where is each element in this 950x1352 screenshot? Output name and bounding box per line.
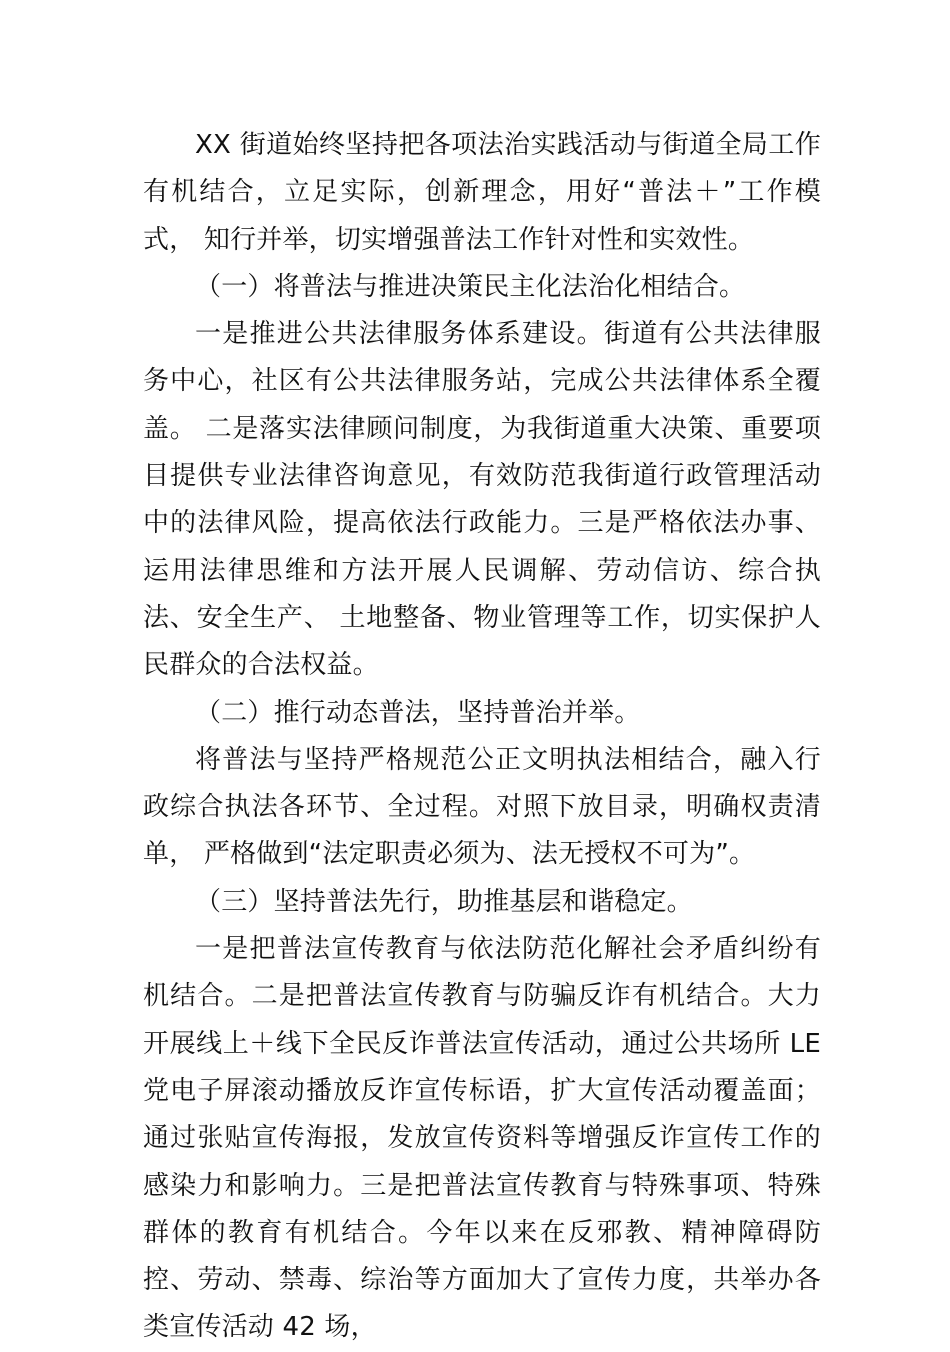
intro-paragraph: XX 街道始终坚持把各项法治实践活动与街道全局工作有机结合，立足实际，创新理念，用好“普法＋”工作模式， 知行并举，切实增强普法工作针对性和实效性。 [143,130,821,255]
document-page [143,122,821,1352]
section-heading-1: （一）将普法与推进决策民主化法治化相结合。 [195,271,746,302]
section-heading-2: （二）推行动态普法，坚持普治并举。 [195,697,641,728]
section-2-paragraph: 将普法与坚持严格规范公正文明执法相结合，融入行政综合执法各环节、全过程。对照下放目录，明确权责清单， 严格做到“法定职责必须为、法无授权不可为”。 [143,744,821,870]
section-3-paragraph: 一是把普法宣传教育与依法防范化解社会矛盾纠纷有机结合。二是把普法宣传教育与防骗反诈有机结合。大力开展线上＋线下全民反诈普法宣传活动，通过公共场所 LE 党电子屏滚动播放反诈宣传标语，扩大宣传活动覆盖面；通过张贴宣传海报，发放宣传资料等增强反诈宣传工作的感染力和影响力。三是把普法宣传教育与特殊事项、特殊群体的教育有机结合。今年以来在反邪教、精神障碍防控、劳动、禁毒、综治等方面加大了宣传力度，共举办各类宣传活动 42 场， [143,934,821,1343]
section-heading-3: （三）坚持普法先行，助推基层和谐稳定。 [195,886,693,917]
section-1-paragraph: 一是推进公共法律服务体系建设。街道有公共法律服务中心，社区有公共法律服务站，完成公共法律体系全覆盖。 二是落实法律顾问制度，为我街道重大决策、重要项目提供专业法律咨询意见，有效防范我街道行政管理活动中的法律风险，提高依法行政能力。三是严格依法办事、运用法律思维和方法开展人民调解、劳动信访、综合执法、安全生产、 土地整备、物业管理等工作，切实保护人民群众的合法权益。 [143,319,821,681]
